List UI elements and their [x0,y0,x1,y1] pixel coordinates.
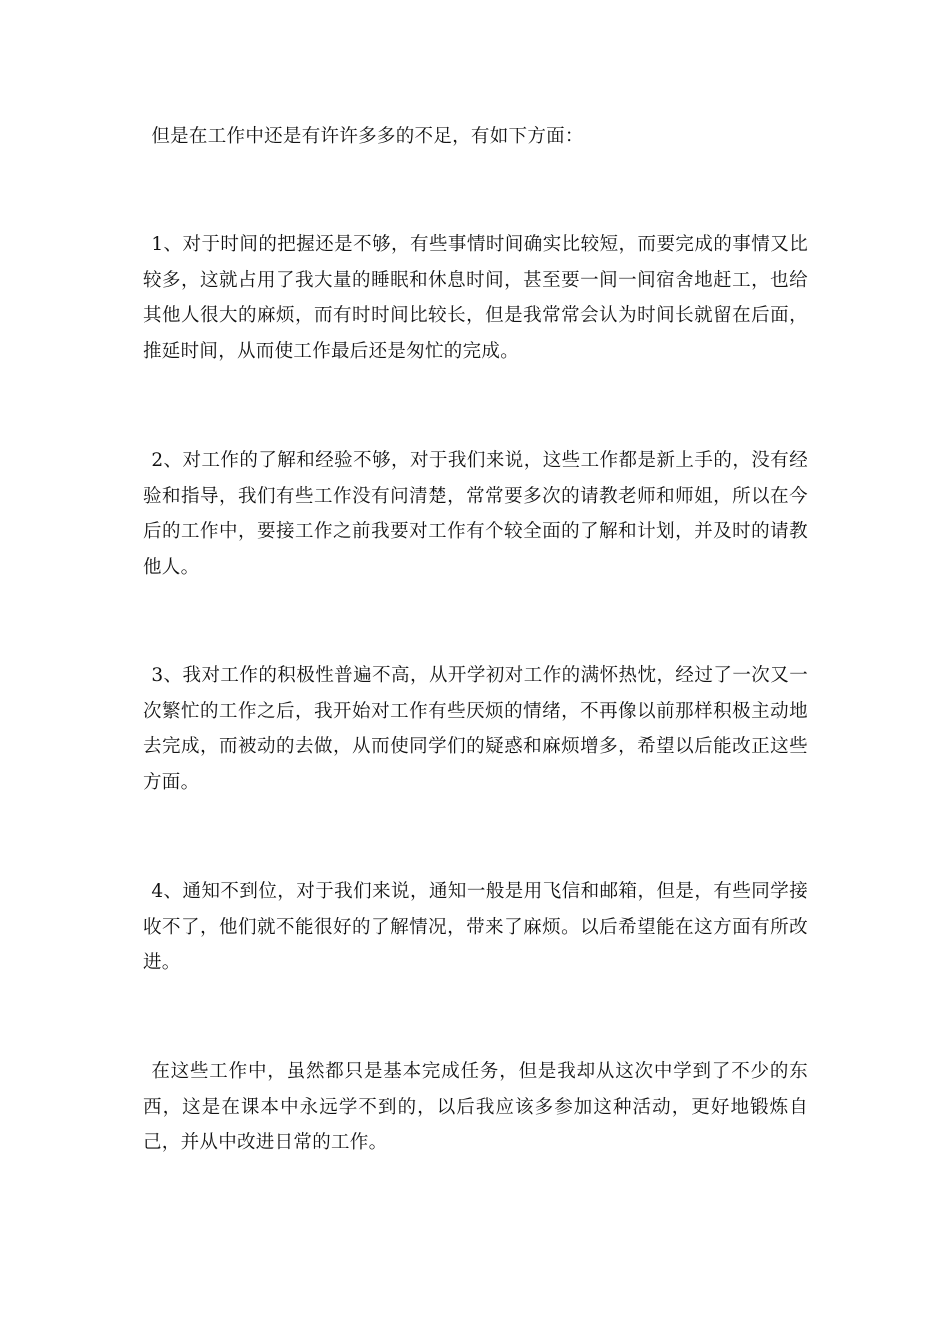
closing-paragraph: 在这些工作中，虽然都只是基本完成任务，但是我却从这次中学到了不少的东西，这是在课本中永远学不到的，以后我应该多参加这种活动，更好地锻炼自己，并从中改进日常的工作。 [143,1061,808,1153]
shortcoming-item-3: 3、我对工作的积极性普遍不高，从开学初对工作的满怀热忱，经过了一次又一次繁忙的工作之后，我开始对工作有些厌烦的情绪，不再像以前那样积极主动地去完成，而被动的去做，从而使同学们的疑惑和麻烦增多，希望以后能改正这些方面。 [143,665,808,793]
shortcoming-item-1: 1、对于时间的把握还是不够，有些事情时间确实比较短，而要完成的事情又比较多，这就占用了我大量的睡眠和休息时间，甚至要一间一间宿舍地赶工，也给其他人很大的麻烦，而有时时间比较长，但是我常常会认为时间长就留在后面，推延时间，从而使工作最后还是匆忙的完成。 [143,234,808,362]
shortcoming-item-2: 2、对工作的了解和经验不够，对于我们来说，这些工作都是新上手的，没有经验和指导，我们有些工作没有问清楚，常常要多次的请教老师和师姐，所以在今后的工作中，要接工作之前我要对工作有个较全面的了解和计划，并及时的请教他人。 [143,450,808,578]
shortcoming-item-4: 4、通知不到位，对于我们来说，通知一般是用飞信和邮箱，但是，有些同学接收不了，他们就不能很好的了解情况，带来了麻烦。以后希望能在这方面有所改进。 [143,881,808,973]
intro-paragraph: 但是在工作中还是有许许多多的不足，有如下方面： [151,126,584,147]
